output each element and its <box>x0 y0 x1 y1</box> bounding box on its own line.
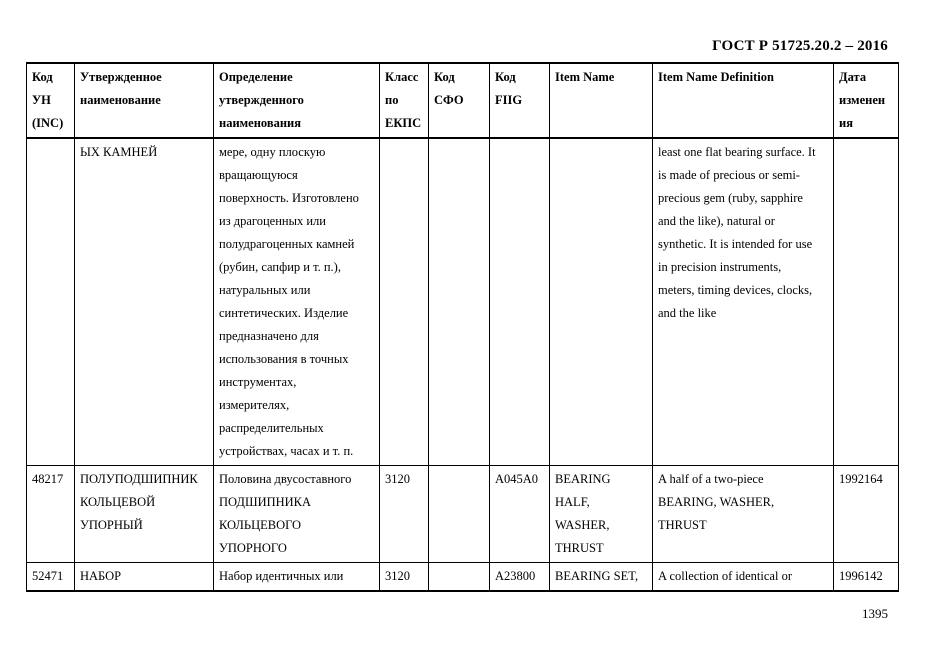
cell-item-name-definition: A half of a two-piece BEARING, WASHER, THRUST <box>653 466 834 563</box>
cell-item-name-definition: least one flat bearing surface. It is made of precious or semi- precious gem (ruby, sapphire and the like), natural or synthetic. It is intended for use in precision instruments, meters, timing devices, clocks, and the like <box>653 138 834 466</box>
cell-fiig-code: A23800 <box>490 563 550 592</box>
document-title: ГОСТ Р 51725.20.2 – 2016 <box>712 38 888 54</box>
cell-fiig-code: A045A0 <box>490 466 550 563</box>
cell-sfo-code <box>429 466 490 563</box>
cell-approved-name: ЫХ КАМНЕЙ <box>75 138 214 466</box>
cell-item-name-definition: A collection of identical or <box>653 563 834 592</box>
col-header-inc: Код УН (INC) <box>27 63 75 138</box>
cell-inc: 52471 <box>27 563 75 592</box>
cell-ekps-class: 3120 <box>380 563 429 592</box>
col-header-fiig-code: Код FIIG <box>490 63 550 138</box>
cell-change-date: 1992164 <box>834 466 899 563</box>
cell-definition: мере, одну плоскую вращающуюся поверхность. Изготовлено из драгоценных или полудрагоценных камней (рубин, сапфир и т. п.), натуральных или синтетических. Изделие предназначено для использования в точных инструментах, измерителях, распределительных устройствах, часах и т. п. <box>214 138 380 466</box>
col-header-ekps-class: Класс по ЕКПС <box>380 63 429 138</box>
cell-definition: Половина двусоставного ПОДШИПНИКА КОЛЬЦЕВОГО УПОРНОГО <box>214 466 380 563</box>
col-header-item-name: Item Name <box>550 63 653 138</box>
table-header-row <box>27 63 899 138</box>
col-header-approved-name: Утвержденное наименование <box>75 63 214 138</box>
cell-approved-name: НАБОР <box>75 563 214 592</box>
cell-inc: 48217 <box>27 466 75 563</box>
cell-approved-name: ПОЛУПОДШИПНИК КОЛЬЦЕВОЙ УПОРНЫЙ <box>75 466 214 563</box>
col-header-item-name-definition: Item Name Definition <box>653 63 834 138</box>
col-header-change-date: Дата изменен ия <box>834 63 899 138</box>
col-header-definition: Определение утвержденного наименования <box>214 63 380 138</box>
cell-sfo-code <box>429 138 490 466</box>
table-row <box>27 138 899 466</box>
catalog-table <box>26 62 899 592</box>
cell-change-date: 1996142 <box>834 563 899 592</box>
cell-fiig-code <box>490 138 550 466</box>
cell-item-name: BEARING HALF, WASHER, THRUST <box>550 466 653 563</box>
table-row <box>27 466 899 563</box>
cell-ekps-class <box>380 138 429 466</box>
cell-sfo-code <box>429 563 490 592</box>
cell-change-date <box>834 138 899 466</box>
cell-inc <box>27 138 75 466</box>
table-row <box>27 563 899 592</box>
col-header-sfo-code: Код СФО <box>429 63 490 138</box>
cell-item-name <box>550 138 653 466</box>
page-number: 1395 <box>862 606 888 621</box>
cell-item-name: BEARING SET, <box>550 563 653 592</box>
cell-ekps-class: 3120 <box>380 466 429 563</box>
cell-definition: Набор идентичных или <box>214 563 380 592</box>
